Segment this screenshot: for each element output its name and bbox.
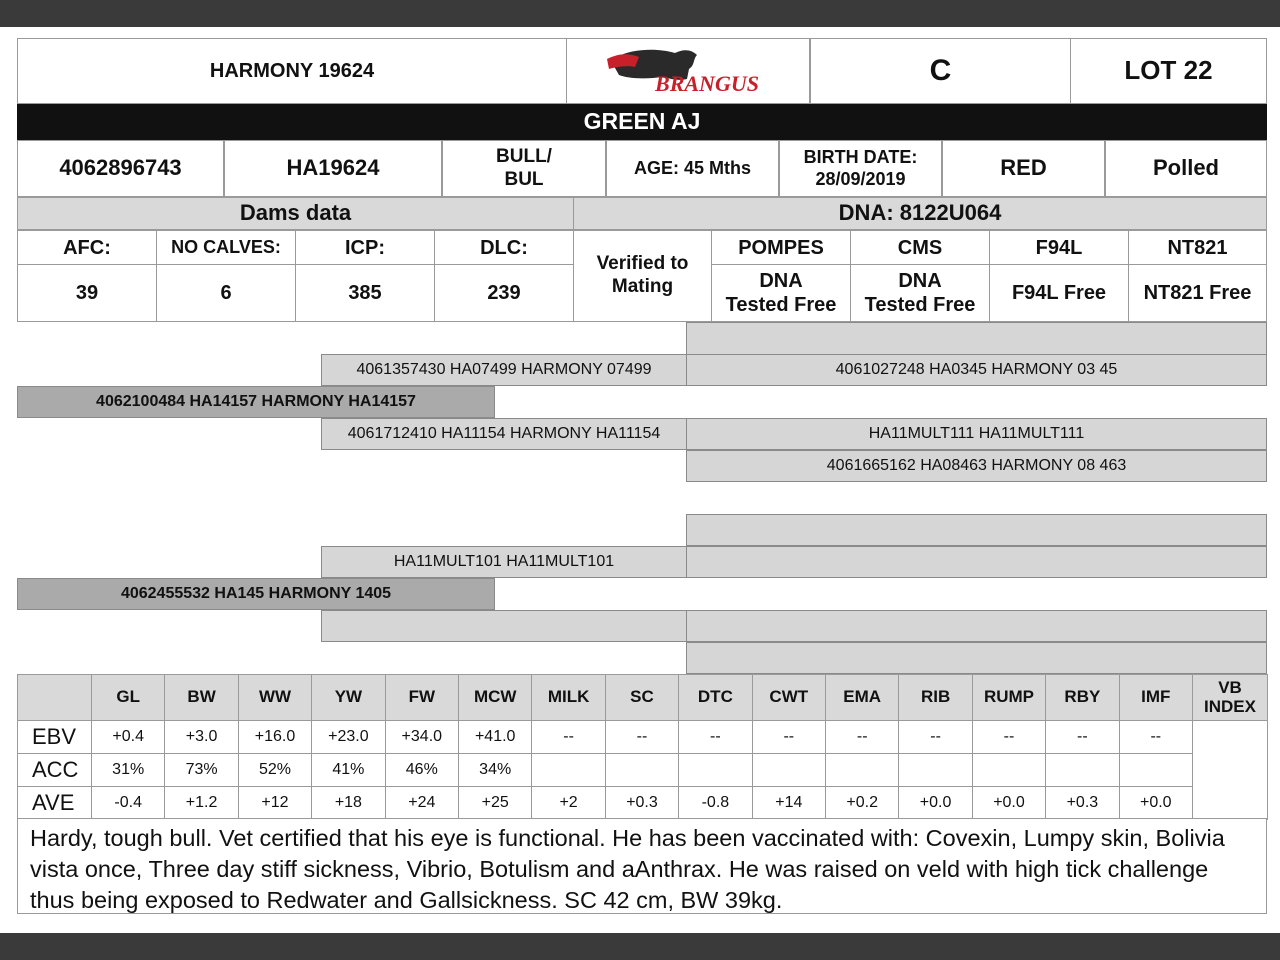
- ebv-cell: +16.0: [238, 720, 312, 754]
- ebv-cell: +24: [385, 786, 459, 820]
- dams-header-icp: ICP:: [295, 230, 435, 265]
- ebv-header-gl: GL: [91, 674, 165, 721]
- ebv-cell: [972, 753, 1046, 787]
- pedigree-dss-empty: [686, 514, 1267, 546]
- age: AGE: 45 Mths: [606, 140, 779, 197]
- dams-value-dlc: 239: [434, 264, 574, 322]
- dna-result-f94l: F94L Free: [989, 264, 1129, 322]
- ebv-cell: -0.4: [91, 786, 165, 820]
- animal-tag: HA19624: [224, 140, 442, 197]
- dna-header-nt821: NT821: [1128, 230, 1267, 265]
- ebv-cell: +0.3: [605, 786, 679, 820]
- sex-line2: BUL: [504, 168, 544, 190]
- pedigree-sire-sire: 4061357430 HA07499 HARMONY 07499: [321, 354, 687, 386]
- ebv-cell: 31%: [91, 753, 165, 787]
- ebv-header-rby: RBY: [1045, 674, 1119, 721]
- ebv-cell: [752, 753, 826, 787]
- dams-value-calves: 6: [156, 264, 296, 322]
- ebv-cell: +12: [238, 786, 312, 820]
- ebv-cell: 52%: [238, 753, 312, 787]
- ebv-cell: -0.8: [678, 786, 752, 820]
- ebv-cell: +41.0: [458, 720, 532, 754]
- dna-header-f94l: F94L: [989, 230, 1129, 265]
- birth-date-value: 28/09/2019: [815, 168, 906, 189]
- lot-number: LOT 22: [1070, 38, 1267, 104]
- ebv-header-milk: MILK: [531, 674, 605, 721]
- dna-title: DNA: 8122U064: [573, 197, 1267, 230]
- ebv-cell: --: [898, 720, 972, 754]
- ebv-cell: +0.0: [898, 786, 972, 820]
- pedigree-dds-empty: [686, 610, 1267, 642]
- ebv-cell: +0.0: [972, 786, 1046, 820]
- sex-line1: BULL/: [496, 145, 552, 167]
- pedigree-dam: 4062455532 HA145 HARMONY 1405: [17, 578, 495, 610]
- dna-header-pompes: POMPES: [711, 230, 851, 265]
- ebv-row-label-ebv: EBV: [17, 720, 92, 754]
- pedigree-sire-sire-dam: 4061027248 HA0345 HARMONY 03 45: [686, 354, 1267, 386]
- dna-result-pompes-line2: Tested Free: [725, 294, 837, 316]
- ebv-cell: +0.2: [825, 786, 899, 820]
- ebv-header-sc: SC: [605, 674, 679, 721]
- ebv-cell: +14: [752, 786, 826, 820]
- ebv-cell: --: [605, 720, 679, 754]
- pedigree-sire-dam-sire: HA11MULT111 HA11MULT111: [686, 418, 1267, 450]
- ebv-header-rib: RIB: [898, 674, 972, 721]
- ebv-cell: +0.3: [1045, 786, 1119, 820]
- ebv-cell: [898, 753, 972, 787]
- ebv-cell: 34%: [458, 753, 532, 787]
- vb-vb-line2: INDEX: [1204, 696, 1256, 716]
- dna-result-cms: [850, 264, 990, 322]
- ebv-header-mcw: MCW: [458, 674, 532, 721]
- ebv-header-yw: YW: [311, 674, 385, 721]
- animal-name: HARMONY 19624: [17, 38, 567, 104]
- ebv-cell: --: [752, 720, 826, 754]
- ebv-cell: 41%: [311, 753, 385, 787]
- ebv-header-imf: IMF: [1119, 674, 1193, 721]
- pedigree-dam-sire: HA11MULT101 HA11MULT101: [321, 546, 687, 578]
- dna-result-cms-line2: Tested Free: [864, 294, 976, 316]
- dna-result-pompes-line1: DNA: [759, 270, 803, 292]
- logo-text: BRANGUS: [655, 71, 759, 96]
- comment-text: Hardy, tough bull. Vet certified that his eye is functional. He has been vaccinated with: Covexin, Lumpy skin, Bolivia vista once, Three day stiff sickness, Vibrio, Botulism and aAnthrax. He was raised on veld with high tick challenge thus being exposed to Redwater and Gallsickness. SC 42 cm, BW 39kg.: [17, 818, 1267, 914]
- ebv-header-ema: EMA: [825, 674, 899, 721]
- ebv-header-dtc: DTC: [678, 674, 752, 721]
- dna-result-nt821: NT821 Free: [1128, 264, 1267, 322]
- ebv-cell: +18: [311, 786, 385, 820]
- owner-name: GREEN AJ: [17, 104, 1267, 140]
- dams-title: Dams data: [17, 197, 574, 230]
- dams-header-calves: NO CALVES:: [156, 230, 296, 265]
- birth-date-label: BIRTH DATE:: [803, 146, 918, 167]
- ebv-cell: [1119, 753, 1193, 787]
- pedigree-ddd-empty: [686, 642, 1267, 674]
- ebv-cell: --: [1119, 720, 1193, 754]
- ebv-cell: --: [1045, 720, 1119, 754]
- dams-header-afc: AFC:: [17, 230, 157, 265]
- dna-verified-line2: Mating: [611, 276, 674, 297]
- ebv-header-cwt: CWT: [752, 674, 826, 721]
- dna-header-cms: CMS: [850, 230, 990, 265]
- pedigree-dsd-empty: [686, 546, 1267, 578]
- ebv-header-vb-index: [1192, 674, 1268, 721]
- top-band: [0, 0, 1280, 27]
- ebv-cell: +1.2: [164, 786, 238, 820]
- ebv-vb-index-value: [1192, 720, 1268, 820]
- ebv-header-bw: BW: [164, 674, 238, 721]
- ebv-cell: --: [531, 720, 605, 754]
- ebv-cell: 73%: [164, 753, 238, 787]
- bottom-band: [0, 933, 1280, 960]
- dna-result-pompes: [711, 264, 851, 322]
- ebv-cell: +34.0: [385, 720, 459, 754]
- animal-id: 4062896743: [17, 140, 224, 197]
- sex: [442, 140, 606, 197]
- ebv-corner: [17, 674, 92, 721]
- dams-header-dlc: DLC:: [434, 230, 574, 265]
- ebv-cell: [605, 753, 679, 787]
- ebv-cell: +0.0: [1119, 786, 1193, 820]
- dna-verified-line1: Verified to: [596, 253, 689, 275]
- pedigree-sire: 4062100484 HA14157 HARMONY HA14157: [17, 386, 495, 418]
- ebv-cell: --: [678, 720, 752, 754]
- grade: C: [810, 38, 1071, 104]
- birth-date: [779, 140, 942, 197]
- ebv-header-rump: RUMP: [972, 674, 1046, 721]
- pedigree-sss-empty: [686, 322, 1267, 355]
- ebv-row-label-ave: AVE: [17, 786, 92, 820]
- dna-result-cms-line1: DNA: [898, 270, 942, 292]
- ebv-cell: +23.0: [311, 720, 385, 754]
- ebv-cell: [1045, 753, 1119, 787]
- ebv-cell: 46%: [385, 753, 459, 787]
- ebv-cell: --: [825, 720, 899, 754]
- pedigree-dam-dam-empty: [321, 610, 687, 642]
- ebv-cell: [531, 753, 605, 787]
- pedigree-sire-dam-dam: 4061665162 HA08463 HARMONY 08 463: [686, 450, 1267, 482]
- pedigree-sire-dam: 4061712410 HA11154 HARMONY HA11154: [321, 418, 687, 450]
- dna-verified: [573, 230, 712, 322]
- ebv-cell: +25: [458, 786, 532, 820]
- ebv-header-ww: WW: [238, 674, 312, 721]
- colour: RED: [942, 140, 1105, 197]
- brangus-logo: [566, 38, 810, 104]
- dams-value-icp: 385: [295, 264, 435, 322]
- ebv-cell: [825, 753, 899, 787]
- ebv-cell: --: [972, 720, 1046, 754]
- dams-value-afc: 39: [17, 264, 157, 322]
- horn-status: Polled: [1105, 140, 1267, 197]
- ebv-row-label-acc: ACC: [17, 753, 92, 787]
- ebv-header-fw: FW: [385, 674, 459, 721]
- vb-vb-line1: VB: [1218, 677, 1242, 697]
- ebv-cell: +2: [531, 786, 605, 820]
- ebv-cell: [678, 753, 752, 787]
- ebv-cell: +3.0: [164, 720, 238, 754]
- ebv-cell: +0.4: [91, 720, 165, 754]
